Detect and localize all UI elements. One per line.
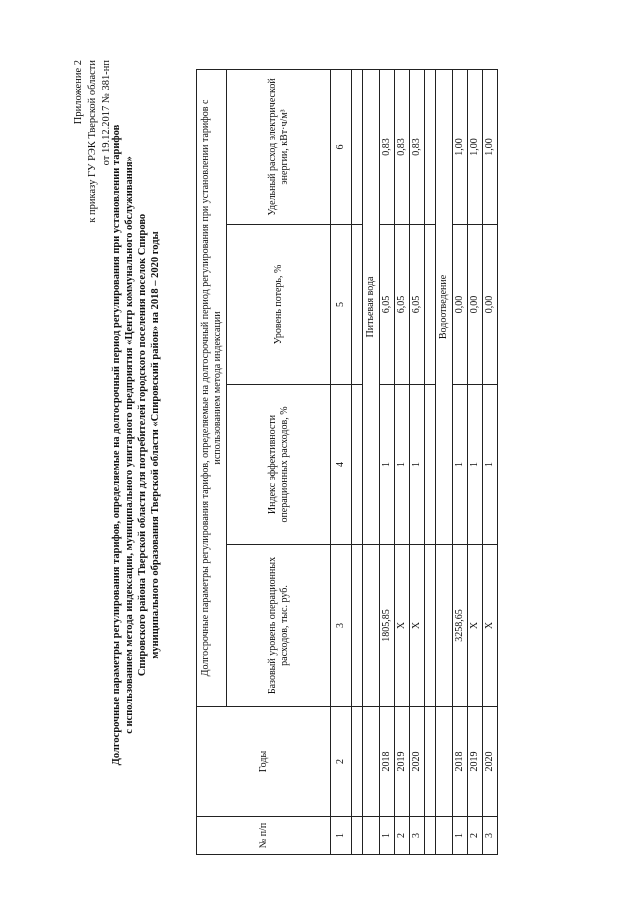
row-energy-consumption: 1,00 [483, 69, 498, 224]
column-number: 2 [331, 707, 352, 817]
row-loss-level: 6,05 [380, 225, 395, 385]
row-year: 2018 [453, 707, 468, 817]
header-parameters-group: Долгосрочные параметры регулирования тарифов, определяемые на долгосрочный период регулирования при установлении тарифов с использованием метода индексации [197, 69, 227, 706]
spacer-cell [425, 707, 436, 817]
spacer-cell [352, 225, 363, 385]
row-number: 1 [453, 817, 468, 855]
tariff-parameters-table [196, 69, 498, 855]
row-energy-consumption: 0,83 [395, 69, 410, 224]
row-loss-level: 6,05 [410, 225, 425, 385]
title-line: Долгосрочные параметры регулирования тарифов, определяемые на долгосрочный период регулирования при установлении тарифов [111, 124, 122, 766]
row-efficiency-index: 1 [453, 385, 468, 545]
spacer-cell [363, 817, 380, 855]
approval-stamp [72, 60, 114, 420]
row-efficiency-index: 1 [468, 385, 483, 545]
spacer-cell [436, 817, 453, 855]
column-number: 6 [331, 69, 352, 224]
header-loss-level: Уровень потерь, % [227, 225, 331, 385]
row-efficiency-index: 1 [483, 385, 498, 545]
approval-line: Приложение 2 [73, 60, 84, 125]
section-title: Питьевая вода [363, 69, 380, 544]
column-number: 5 [331, 225, 352, 385]
row-energy-consumption: 0,83 [410, 69, 425, 224]
header-number: № п/п [197, 817, 331, 855]
spacer-cell [425, 545, 436, 707]
spacer-cell [363, 707, 380, 817]
row-energy-consumption: 0,83 [380, 69, 395, 224]
spacer-cell [436, 707, 453, 817]
row-efficiency-index: 1 [380, 385, 395, 545]
row-number: 1 [380, 817, 395, 855]
header-efficiency-index: Индекс эффективности операционных расходов, % [227, 385, 331, 545]
spacer-cell [352, 69, 363, 224]
approval-line: от 19.12.2017 № 381-нп [101, 60, 112, 166]
header-base-level: Базовый уровень операционных расходов, тыс. руб. [227, 545, 331, 707]
row-loss-level: 0,00 [453, 225, 468, 385]
spacer-cell [425, 69, 436, 224]
row-base-level: X [410, 545, 425, 707]
header-years: Годы [197, 707, 331, 817]
section-title: Водоотведение [436, 69, 453, 544]
spacer-cell [425, 817, 436, 855]
title-line: Спировского района Тверской области для потребителей городского поселения поселок Спирово [137, 213, 148, 677]
row-year: 2020 [483, 707, 498, 817]
document-title [110, 45, 162, 845]
spacer-cell [352, 545, 363, 707]
row-base-level: X [483, 545, 498, 707]
row-loss-level: 6,05 [395, 225, 410, 385]
spacer-cell [425, 385, 436, 545]
title-line: с использованием метода индексации, муниципального унитарного предприятия «Центр коммунального обслуживания» [124, 156, 135, 734]
row-efficiency-index: 1 [395, 385, 410, 545]
row-base-level: 3258,65 [453, 545, 468, 707]
row-number: 2 [395, 817, 410, 855]
spacer-cell [352, 385, 363, 545]
approval-line: к приказу ГУ РЭК Тверской области [87, 60, 98, 223]
row-number: 2 [468, 817, 483, 855]
row-efficiency-index: 1 [410, 385, 425, 545]
spacer-cell [352, 817, 363, 855]
column-number: 3 [331, 545, 352, 707]
row-energy-consumption: 1,00 [468, 69, 483, 224]
spacer-cell [352, 707, 363, 817]
row-energy-consumption: 1,00 [453, 69, 468, 224]
row-year: 2020 [410, 707, 425, 817]
row-base-level: 1805,85 [380, 545, 395, 707]
spacer-cell [425, 225, 436, 385]
row-loss-level: 0,00 [468, 225, 483, 385]
row-year: 2019 [395, 707, 410, 817]
spacer-cell [436, 545, 453, 707]
spacer-cell [363, 545, 380, 707]
row-number: 3 [410, 817, 425, 855]
header-energy-consumption: Удельный расход электрической энергии, кВт·ч/м³ [227, 69, 331, 224]
row-year: 2018 [380, 707, 395, 817]
row-loss-level: 0,00 [483, 225, 498, 385]
title-line: муниципального образования Тверской области «Спировский район» на 2018 – 2020 годы [150, 231, 161, 659]
column-number: 1 [331, 817, 352, 855]
column-number: 4 [331, 385, 352, 545]
row-base-level: X [468, 545, 483, 707]
row-base-level: X [395, 545, 410, 707]
row-number: 3 [483, 817, 498, 855]
row-year: 2019 [468, 707, 483, 817]
